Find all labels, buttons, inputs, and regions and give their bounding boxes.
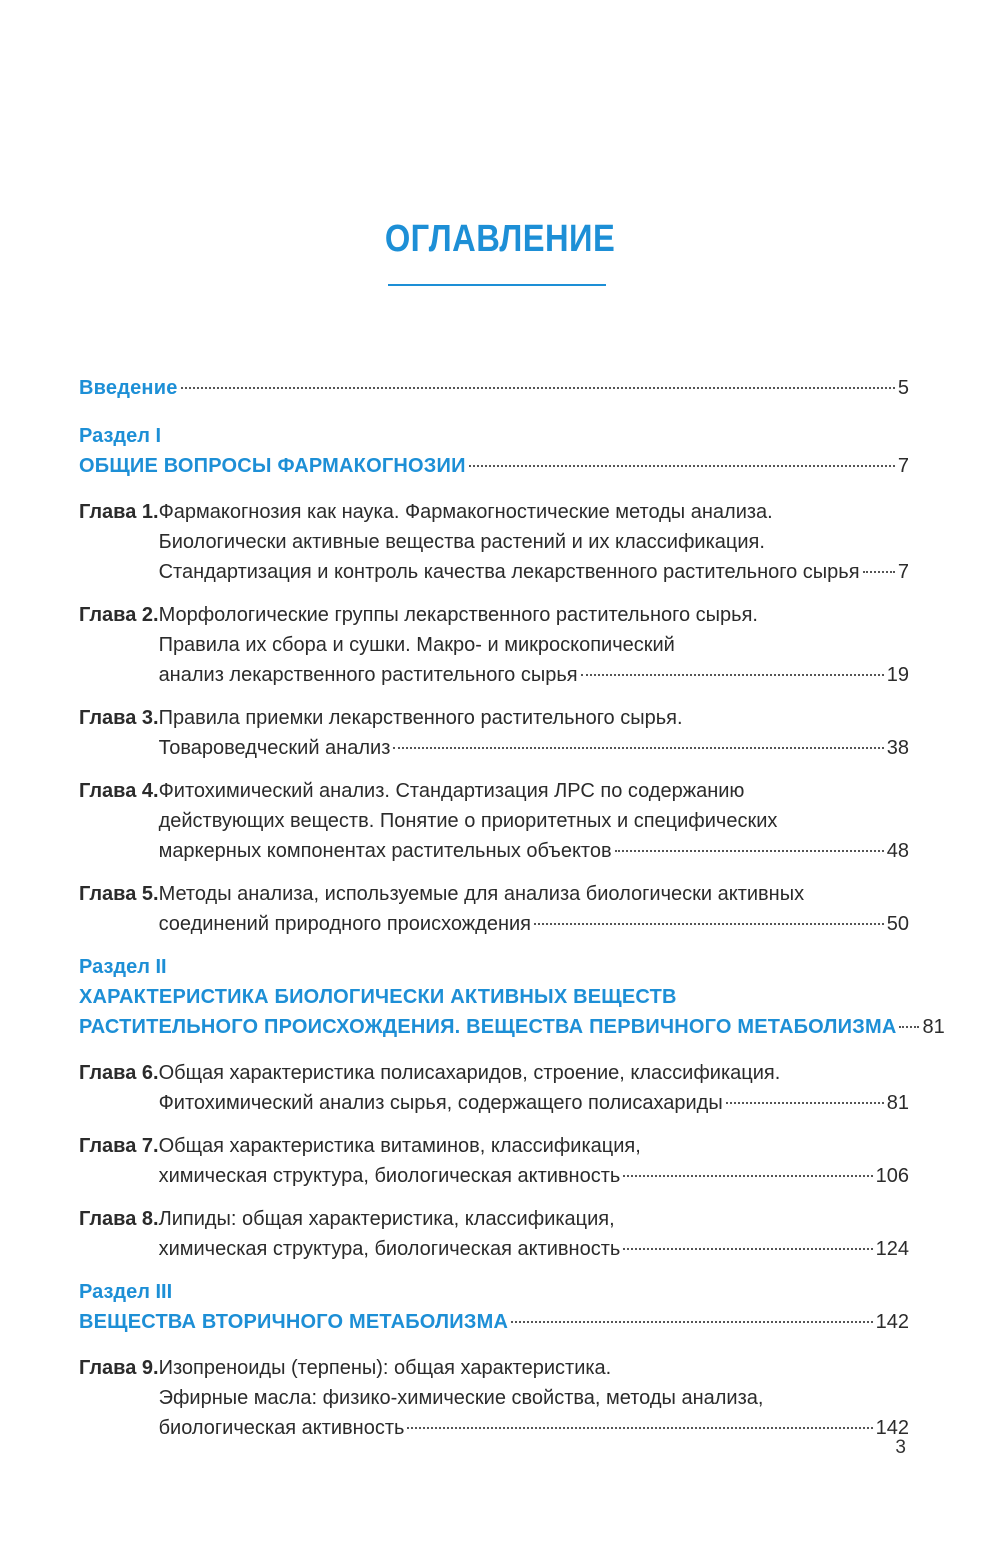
chapter-page: 38 bbox=[886, 737, 909, 759]
toc-entry-intro[interactable] bbox=[79, 373, 909, 403]
chapter-title-text: маркерных компонентах растительных объектов bbox=[158, 840, 612, 862]
section-page: 81 bbox=[922, 1016, 945, 1038]
chapter-title-line bbox=[159, 1234, 909, 1264]
chapter-title bbox=[159, 600, 909, 690]
section-title: РАСТИТЕЛЬНОГО ПРОИСХОЖДЕНИЯ. ВЕЩЕСТВА ПЕРВИЧНОГО МЕТАБОЛИЗМА bbox=[79, 1016, 897, 1038]
toc-entry-chapter[interactable] bbox=[79, 1058, 909, 1118]
chapter-title-text: Эфирные масла: физико-химические свойства, методы анализа, bbox=[158, 1387, 764, 1409]
chapter-page: 50 bbox=[886, 913, 909, 935]
chapter-title-text: действующих веществ. Понятие о приоритетных и специфических bbox=[158, 810, 778, 832]
chapter-title-text: Методы анализа, используемые для анализа биологически активных bbox=[158, 883, 805, 905]
page-title: ОГЛАВЛЕНИЕ bbox=[384, 218, 616, 260]
chapter-label: Глава 4. bbox=[79, 780, 159, 802]
chapter-label: Глава 7. bbox=[79, 1135, 159, 1157]
chapter-title-text: соединений природного происхождения bbox=[158, 913, 531, 935]
toc-section bbox=[79, 952, 945, 1042]
title-underline bbox=[388, 284, 606, 286]
chapter-title-line bbox=[159, 909, 909, 939]
chapter-title bbox=[159, 703, 909, 763]
chapter-title-text: Правила приемки лекарственного растительного сырья. bbox=[158, 707, 683, 729]
chapter-title-line bbox=[159, 1353, 909, 1383]
chapter-label: Глава 9. bbox=[79, 1357, 159, 1379]
chapter-title-line bbox=[159, 660, 909, 690]
chapter-page: 106 bbox=[875, 1165, 909, 1187]
dot-leader bbox=[181, 387, 895, 389]
toc-entry-chapter[interactable] bbox=[79, 1204, 909, 1264]
chapter-title-text: Фитохимический анализ сырья, содержащего полисахариды bbox=[158, 1092, 723, 1114]
section-title: ВЕЩЕСТВА ВТОРИЧНОГО МЕТАБОЛИЗМА bbox=[79, 1311, 509, 1333]
chapter-title bbox=[159, 1131, 909, 1191]
section-label: Раздел II bbox=[79, 956, 167, 978]
section-page: 142 bbox=[875, 1311, 909, 1333]
intro-page: 5 bbox=[897, 377, 909, 399]
dot-leader bbox=[863, 571, 895, 573]
chapter-title-text: Стандартизация и контроль качества лекарственного растительного сырья bbox=[158, 561, 860, 583]
toc-entry-chapter[interactable] bbox=[79, 776, 909, 866]
chapter-title-text: Фитохимический анализ. Стандартизация ЛРС по содержанию bbox=[158, 780, 745, 802]
toc-section bbox=[79, 1277, 909, 1337]
toc-section bbox=[79, 421, 909, 481]
section-label: Раздел III bbox=[79, 1281, 173, 1303]
chapter-title-text: химическая структура, биологическая активность bbox=[158, 1165, 621, 1187]
section-title: ОБЩИЕ ВОПРОСЫ ФАРМАКОГНОЗИИ bbox=[79, 455, 466, 477]
chapter-title-text: Изопреноиды (терпены): общая характеристика. bbox=[158, 1357, 612, 1379]
chapter-page: 81 bbox=[886, 1092, 909, 1114]
chapter-title-line bbox=[159, 1161, 909, 1191]
toc-entry-chapter[interactable] bbox=[79, 703, 909, 763]
chapter-title-text: Липиды: общая характеристика, классификация, bbox=[158, 1208, 615, 1230]
chapter-page: 48 bbox=[886, 840, 909, 862]
section-title-line[interactable] bbox=[79, 1307, 909, 1337]
chapter-title-text: Правила их сбора и сушки. Макро- и микроскопический bbox=[158, 634, 675, 656]
toc-entry-chapter[interactable] bbox=[79, 1131, 909, 1191]
chapter-title-line bbox=[159, 879, 909, 909]
chapter-title-line bbox=[159, 1383, 909, 1413]
chapter-title-line bbox=[159, 703, 909, 733]
section-label: Раздел I bbox=[79, 425, 162, 447]
chapter-title-line bbox=[159, 1413, 909, 1443]
section-title-line[interactable] bbox=[79, 982, 909, 1012]
chapter-title bbox=[159, 1353, 909, 1443]
chapter-title-line bbox=[159, 776, 909, 806]
table-of-contents bbox=[79, 373, 945, 1456]
toc-entry-chapter[interactable] bbox=[79, 600, 909, 690]
chapter-page: 142 bbox=[875, 1417, 909, 1439]
section-page: 7 bbox=[897, 455, 909, 477]
chapter-title-text: Фармакогнозия как наука. Фармакогностические методы анализа. bbox=[158, 501, 773, 523]
chapter-title-text: Общая характеристика витаминов, классификация, bbox=[158, 1135, 641, 1157]
chapter-label: Глава 1. bbox=[79, 501, 159, 523]
dot-leader bbox=[393, 747, 883, 749]
chapter-title bbox=[159, 497, 909, 587]
toc-entry-chapter[interactable] bbox=[79, 879, 909, 939]
chapter-label: Глава 6. bbox=[79, 1062, 159, 1084]
chapter-title-line bbox=[159, 557, 909, 587]
chapter-title bbox=[159, 1204, 909, 1264]
chapter-title-line bbox=[159, 1058, 909, 1088]
chapter-title-line bbox=[159, 497, 909, 527]
chapter-title-line bbox=[159, 733, 909, 763]
dot-leader bbox=[581, 674, 884, 676]
chapter-title-text: анализ лекарственного растительного сырья bbox=[158, 664, 578, 686]
chapter-title-line bbox=[159, 836, 909, 866]
dot-leader bbox=[615, 850, 884, 852]
chapter-title-line bbox=[159, 1204, 909, 1234]
toc-entry-chapter[interactable] bbox=[79, 1353, 909, 1443]
chapter-label: Глава 3. bbox=[79, 707, 159, 729]
section-title-line[interactable] bbox=[79, 1012, 945, 1042]
chapter-page: 7 bbox=[897, 561, 909, 583]
chapter-title bbox=[159, 1058, 909, 1118]
chapter-title bbox=[159, 776, 909, 866]
chapter-title-text: биологическая активность bbox=[158, 1417, 405, 1439]
chapter-title bbox=[159, 879, 909, 939]
toc-entry-chapter[interactable] bbox=[79, 497, 909, 587]
section-title-line[interactable] bbox=[79, 451, 909, 481]
chapter-label: Глава 2. bbox=[79, 604, 159, 626]
chapter-title-line bbox=[159, 1088, 909, 1118]
dot-leader bbox=[469, 465, 895, 467]
dot-leader bbox=[407, 1427, 872, 1429]
chapter-label: Глава 5. bbox=[79, 883, 159, 905]
dot-leader bbox=[511, 1321, 873, 1323]
dot-leader bbox=[726, 1102, 884, 1104]
chapter-title-line bbox=[159, 600, 909, 630]
chapter-label: Глава 8. bbox=[79, 1208, 159, 1230]
section-title: ХАРАКТЕРИСТИКА БИОЛОГИЧЕСКИ АКТИВНЫХ ВЕЩЕСТВ bbox=[79, 986, 677, 1008]
chapter-page: 19 bbox=[886, 664, 909, 686]
chapter-title-text: Морфологические группы лекарственного растительного сырья. bbox=[158, 604, 758, 626]
dot-leader bbox=[623, 1175, 872, 1177]
chapter-title-text: Товароведческий анализ bbox=[158, 737, 391, 759]
intro-label: Введение bbox=[79, 377, 178, 399]
dot-leader bbox=[899, 1026, 919, 1028]
chapter-title-line bbox=[159, 630, 909, 660]
dot-leader bbox=[534, 923, 884, 925]
chapter-title-text: химическая структура, биологическая активность bbox=[158, 1238, 621, 1260]
chapter-title-line bbox=[159, 806, 909, 836]
chapter-title-text: Общая характеристика полисахаридов, строение, классификация. bbox=[158, 1062, 781, 1084]
chapter-page: 124 bbox=[875, 1238, 909, 1260]
dot-leader bbox=[623, 1248, 872, 1250]
chapter-title-text: Биологически активные вещества растений и их классификация. bbox=[158, 531, 765, 553]
chapter-title-line bbox=[159, 1131, 909, 1161]
chapter-title-line bbox=[159, 527, 909, 557]
page-number: 3 bbox=[895, 1437, 906, 1458]
